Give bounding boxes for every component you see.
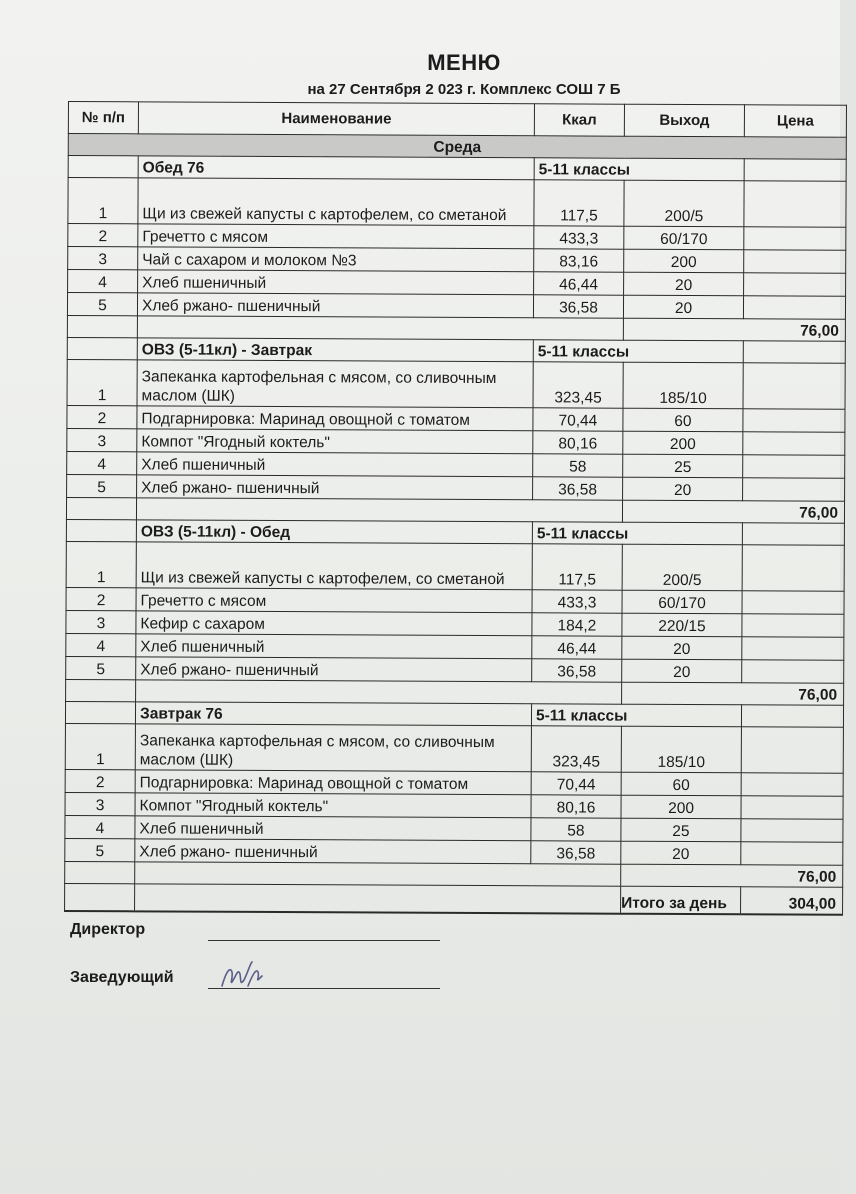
item-kcal: 433,3 bbox=[532, 590, 622, 613]
director-label: Директор bbox=[70, 921, 146, 938]
col-header-output: Выход bbox=[624, 104, 744, 137]
item-price bbox=[743, 296, 845, 319]
item-kcal: 36,58 bbox=[531, 841, 621, 864]
section-header-row bbox=[68, 156, 846, 182]
item-kcal: 80,16 bbox=[531, 795, 621, 818]
item-number: 2 bbox=[67, 405, 137, 428]
table-row bbox=[65, 769, 843, 796]
col-header-number: № п/п bbox=[68, 102, 138, 134]
item-output: 60/170 bbox=[622, 590, 742, 614]
table-row bbox=[68, 247, 846, 274]
item-number: 3 bbox=[66, 610, 136, 633]
item-number: 4 bbox=[67, 451, 137, 474]
item-output: 20 bbox=[621, 841, 741, 865]
section-number-cell bbox=[66, 519, 136, 541]
item-output: 20 bbox=[623, 295, 743, 319]
total-blank-cell bbox=[136, 680, 622, 704]
table-row bbox=[67, 474, 845, 501]
director-signature-line bbox=[208, 940, 440, 941]
item-price bbox=[741, 819, 843, 842]
item-name: Щи из свежей капусты с картофелем, со сметаной bbox=[138, 178, 534, 226]
item-number: 1 bbox=[66, 541, 136, 587]
table-row bbox=[66, 610, 844, 637]
table-row bbox=[65, 815, 843, 842]
item-price bbox=[741, 796, 843, 819]
col-header-kcal: Ккал bbox=[534, 104, 624, 136]
table-row bbox=[66, 633, 844, 660]
section-name: Завтрак 76 bbox=[135, 702, 531, 726]
item-number: 4 bbox=[66, 633, 136, 656]
section-total: 76,00 bbox=[623, 318, 845, 341]
section-total: 76,00 bbox=[622, 500, 844, 523]
item-kcal: 323,45 bbox=[533, 362, 623, 408]
item-number: 2 bbox=[68, 224, 138, 247]
item-price bbox=[742, 591, 844, 614]
table-row bbox=[67, 451, 845, 478]
item-kcal: 117,5 bbox=[534, 180, 624, 226]
item-output: 20 bbox=[623, 477, 743, 501]
item-name: Хлеб ржано- пшеничный bbox=[135, 839, 531, 864]
item-price bbox=[744, 250, 846, 273]
day-total-row bbox=[65, 883, 843, 914]
item-number: 5 bbox=[65, 838, 135, 861]
table-row bbox=[67, 405, 845, 432]
item-kcal: 433,3 bbox=[534, 226, 624, 249]
item-price bbox=[743, 478, 845, 501]
item-price bbox=[743, 409, 845, 432]
section-price-cell bbox=[741, 705, 843, 727]
item-number: 5 bbox=[67, 293, 137, 316]
item-number: 1 bbox=[67, 359, 137, 405]
item-output: 200 bbox=[624, 249, 744, 273]
item-name: Подгарнировка: Маринад овощной с томатом bbox=[137, 406, 533, 431]
day-total-label: Итого за день bbox=[621, 886, 741, 914]
section-number-cell bbox=[68, 156, 138, 178]
section-price-cell bbox=[743, 341, 845, 363]
section-name: Обед 76 bbox=[138, 156, 534, 180]
item-output: 200/5 bbox=[624, 180, 744, 227]
day-label: Среда bbox=[68, 134, 846, 160]
total-blank-cell bbox=[137, 316, 623, 340]
table-row bbox=[67, 359, 845, 409]
total-number-cell bbox=[67, 315, 137, 337]
item-price bbox=[743, 363, 845, 409]
section-total: 76,00 bbox=[621, 864, 843, 887]
item-number: 5 bbox=[67, 474, 137, 497]
item-name: Хлеб ржано- пшеничный bbox=[137, 293, 533, 318]
item-kcal: 184,2 bbox=[532, 613, 622, 636]
total-number-cell bbox=[65, 861, 135, 883]
day-total-blank-cell bbox=[135, 884, 621, 914]
document-subtitle: на 27 Сентября 2 023 г. Комплекс СОШ 7 Б bbox=[307, 81, 621, 98]
item-number: 3 bbox=[65, 792, 135, 815]
col-header-price: Цена bbox=[744, 105, 846, 137]
table-row bbox=[67, 293, 845, 320]
item-name: Подгарнировка: Маринад овощной с томатом bbox=[135, 770, 531, 795]
item-price bbox=[743, 455, 845, 478]
section-grade: 5-11 классы bbox=[531, 704, 741, 727]
table-row bbox=[68, 224, 846, 251]
item-output: 20 bbox=[622, 636, 742, 660]
item-name: Хлеб пшеничный bbox=[138, 270, 534, 295]
menu-body bbox=[65, 134, 847, 915]
day-total-value: 304,00 bbox=[741, 887, 843, 915]
item-price bbox=[744, 181, 846, 227]
item-number: 1 bbox=[65, 723, 135, 769]
item-name: Кефир с сахаром bbox=[136, 611, 532, 636]
item-kcal: 70,44 bbox=[533, 408, 623, 431]
section-number-cell bbox=[67, 337, 137, 359]
item-kcal: 36,58 bbox=[532, 659, 622, 682]
item-kcal: 58 bbox=[533, 454, 623, 477]
item-name: Щи из свежей капусты с картофелем, со сметаной bbox=[136, 542, 532, 590]
item-number: 3 bbox=[68, 247, 138, 270]
item-number: 5 bbox=[66, 656, 136, 679]
handwritten-signature bbox=[218, 958, 268, 992]
table-row bbox=[66, 656, 844, 683]
item-number: 4 bbox=[65, 815, 135, 838]
manager-label: Заведующий bbox=[70, 969, 174, 986]
section-name: ОВЗ (5-11кл) - Завтрак bbox=[137, 338, 533, 362]
day-total-number-cell bbox=[65, 883, 135, 911]
item-output: 60 bbox=[621, 772, 741, 796]
item-price bbox=[742, 614, 844, 637]
section-price-cell bbox=[742, 523, 844, 545]
item-number: 3 bbox=[67, 428, 137, 451]
total-number-cell bbox=[66, 497, 136, 519]
item-name: Компот "Ягодный коктель" bbox=[135, 793, 531, 818]
item-name: Компот "Ягодный коктель" bbox=[137, 429, 533, 454]
item-price bbox=[742, 660, 844, 683]
item-name: Хлеб ржано- пшеничный bbox=[137, 475, 533, 500]
menu-table bbox=[64, 101, 847, 916]
table-row bbox=[65, 838, 843, 865]
section-header-row bbox=[66, 519, 844, 545]
item-number: 1 bbox=[68, 178, 138, 224]
section-grade: 5-11 классы bbox=[534, 158, 744, 181]
item-name: Хлеб пшеничный bbox=[135, 816, 531, 841]
table-row bbox=[68, 270, 846, 297]
col-header-name: Наименование bbox=[138, 102, 534, 136]
section-grade: 5-11 классы bbox=[533, 340, 743, 363]
section-total: 76,00 bbox=[622, 682, 844, 705]
item-kcal: 58 bbox=[531, 818, 621, 841]
document-title: МЕНЮ bbox=[427, 50, 501, 75]
section-price-cell bbox=[744, 159, 846, 181]
item-name: Запеканка картофельная с мясом, со сливочным маслом (ШК) bbox=[137, 360, 533, 408]
item-output: 60/170 bbox=[624, 226, 744, 250]
item-name: Чай с сахаром и молоком №3 bbox=[138, 247, 534, 272]
item-kcal: 80,16 bbox=[533, 431, 623, 454]
table-row bbox=[66, 587, 844, 614]
total-number-cell bbox=[66, 679, 136, 701]
item-kcal: 46,44 bbox=[532, 636, 622, 659]
item-output: 185/10 bbox=[621, 726, 741, 773]
section-header-row bbox=[67, 337, 845, 363]
item-number: 2 bbox=[66, 587, 136, 610]
item-name: Гречетто с мясом bbox=[136, 588, 532, 613]
item-output: 20 bbox=[624, 272, 744, 296]
item-kcal: 46,44 bbox=[534, 272, 624, 295]
item-number: 4 bbox=[68, 270, 138, 293]
item-name: Гречетто с мясом bbox=[138, 224, 534, 249]
item-output: 20 bbox=[622, 659, 742, 683]
item-price bbox=[742, 545, 844, 591]
item-kcal: 117,5 bbox=[532, 544, 622, 590]
table-row bbox=[65, 723, 843, 773]
item-price bbox=[741, 773, 843, 796]
item-number: 2 bbox=[65, 769, 135, 792]
total-blank-cell bbox=[136, 498, 622, 522]
item-output: 185/10 bbox=[623, 362, 743, 409]
item-output: 200/5 bbox=[622, 544, 742, 591]
item-name: Запеканка картофельная с мясом, со сливочным маслом (ШК) bbox=[135, 724, 531, 772]
item-name: Хлеб пшеничный bbox=[136, 634, 532, 659]
section-grade: 5-11 классы bbox=[532, 522, 742, 545]
item-output: 60 bbox=[623, 408, 743, 432]
item-name: Хлеб ржано- пшеничный bbox=[136, 657, 532, 682]
item-name: Хлеб пшеничный bbox=[137, 452, 533, 477]
item-kcal: 70,44 bbox=[531, 772, 621, 795]
item-price bbox=[743, 432, 845, 455]
item-price bbox=[741, 842, 843, 865]
item-kcal: 83,16 bbox=[534, 249, 624, 272]
table-row bbox=[66, 541, 844, 591]
item-output: 200 bbox=[621, 795, 741, 819]
total-blank-cell bbox=[135, 862, 621, 886]
section-name: ОВЗ (5-11кл) - Обед bbox=[136, 520, 532, 544]
table-header-row bbox=[68, 102, 846, 138]
section-header-row bbox=[65, 701, 843, 727]
item-output: 25 bbox=[623, 454, 743, 478]
item-price bbox=[741, 727, 843, 773]
table-row bbox=[67, 428, 845, 455]
item-output: 200 bbox=[623, 431, 743, 455]
table-row bbox=[68, 178, 846, 228]
item-price bbox=[742, 637, 844, 660]
item-output: 25 bbox=[621, 818, 741, 842]
item-kcal: 36,58 bbox=[533, 477, 623, 500]
item-price bbox=[744, 273, 846, 296]
item-kcal: 323,45 bbox=[531, 726, 621, 772]
item-kcal: 36,58 bbox=[533, 295, 623, 318]
section-number-cell bbox=[65, 701, 135, 723]
table-row bbox=[65, 792, 843, 819]
item-output: 220/15 bbox=[622, 613, 742, 637]
item-price bbox=[744, 227, 846, 250]
